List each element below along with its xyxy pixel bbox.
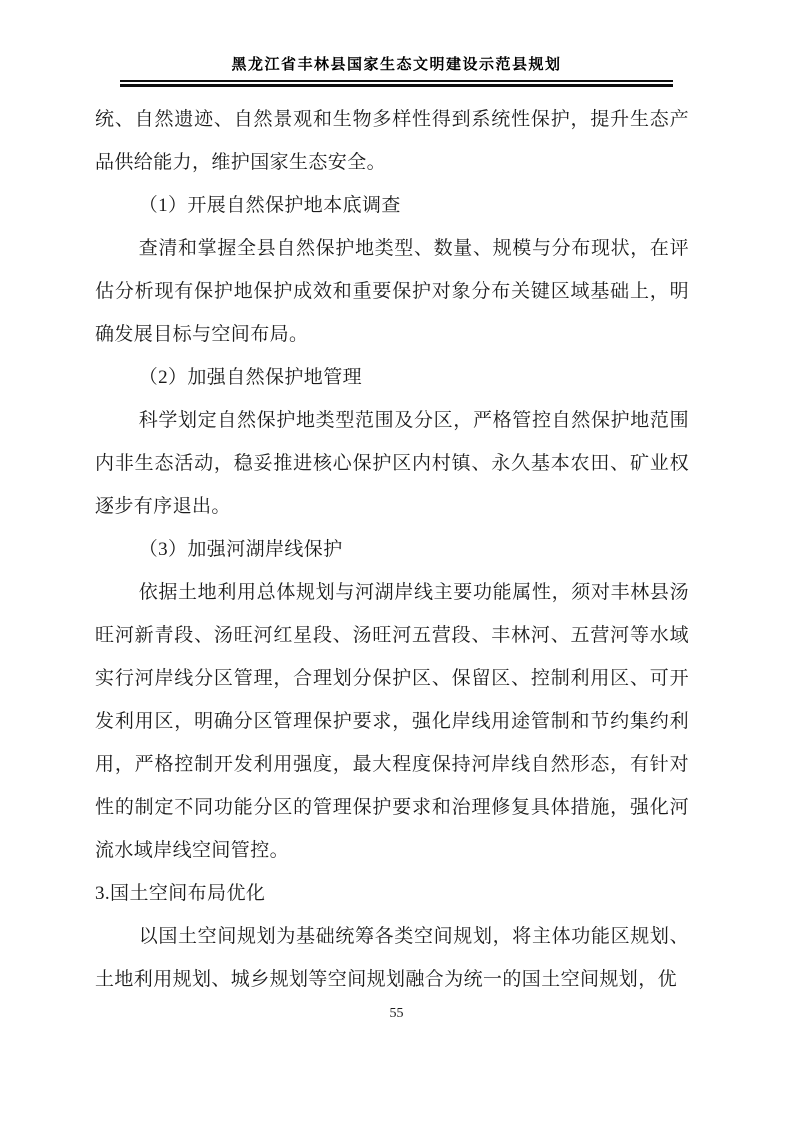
- section-heading: 3.国土空间布局优化: [95, 883, 266, 904]
- numbered-subheading: （3）加强河湖岸线保护: [138, 539, 343, 560]
- body-paragraph-continued: 统、自然遗迹、自然景观和生物多样性得到系统性保护，提升生态产品供给能力，维护国家生态安全。: [95, 109, 689, 173]
- numbered-subheading: （2）加强自然保护地管理: [138, 367, 362, 388]
- body-paragraph: 科学划定自然保护地类型范围及分区，严格管控自然保护地范围内非生态活动，稳妥推进核心保护区内村镇、永久基本农田、矿业权逐步有序退出。: [95, 410, 689, 517]
- header-title: 黑龙江省丰林县国家生态文明建设示范县规划: [231, 57, 562, 73]
- page-number: 55: [389, 1006, 404, 1021]
- body-paragraph: 依据土地利用总体规划与河湖岸线主要功能属性，须对丰林县汤旺河新青段、汤旺河红星段、汤旺河五营段、丰林河、五营河等水域实行河岸线分区管理，合理划分保护区、保留区、控制利用区、可开发利用区，明确分区管理保护要求，强化岸线用途管制和节约集约利用，严格控制开发利用强度，最大程度保持河岸线自然形态，有针对性的制定不同功能分区的管理保护要求和治理修复具体措施，强化河流水域岸线空间管控。: [95, 582, 689, 861]
- header-divider: [120, 80, 673, 87]
- document-body: [95, 98, 689, 1001]
- body-paragraph: 查清和掌握全县自然保护地类型、数量、规模与分布现状，在评估分析现有保护地保护成效和重要保护对象分布关键区域基础上，明确发展目标与空间布局。: [95, 238, 689, 345]
- numbered-subheading: （1）开展自然保护地本底调查: [138, 195, 401, 216]
- body-paragraph: 以国土空间规划为基础统筹各类空间规划，将主体功能区规划、土地利用规划、城乡规划等空间规划融合为统一的国土空间规划，优: [95, 926, 689, 990]
